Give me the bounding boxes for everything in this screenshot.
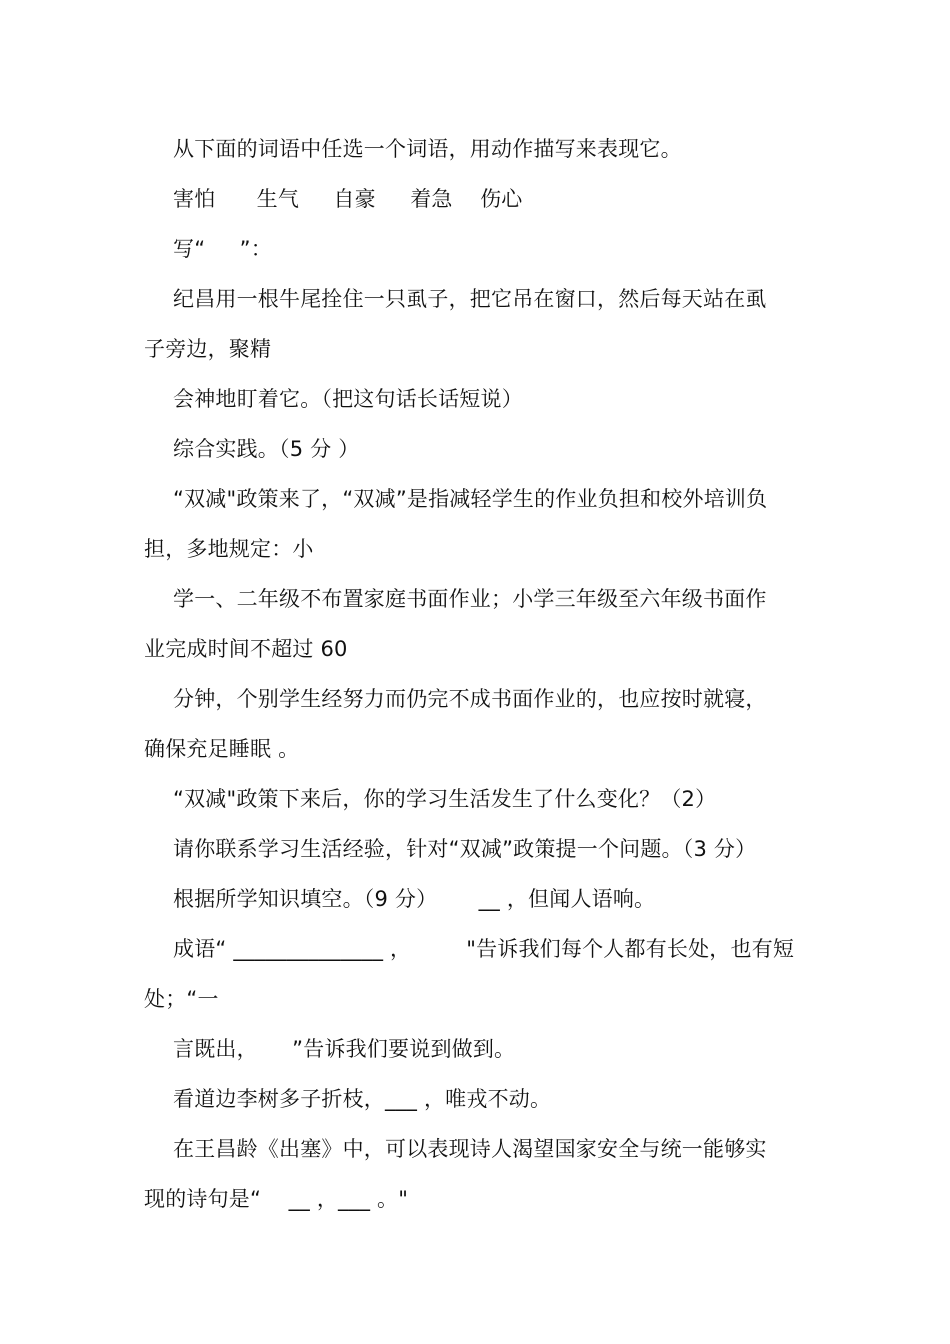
text-line-11: 业完成时间不超过 60: [144, 637, 348, 661]
text-line-5: 子旁边，聚精: [144, 337, 272, 361]
question-line-1: “双减"政策下来后，你的学习生活发生了什么变化？（2）: [173, 787, 717, 811]
text-line-1: 从下面的词语中任选一个词语，用动作描写来表现它。: [173, 137, 682, 161]
text-line-8: “双减"政策来了，“双减”是指减轻学生的作业负担和校外培训负: [173, 487, 768, 511]
text-line-12: 分钟，个别学生经努力而仍完不成书面作业的，也应按时就寝，: [173, 687, 767, 711]
section-heading-practice: 综合实践。（5 分 ）: [173, 437, 360, 461]
text-line-10: 学一、二年级不布置家庭书面作业；小学三年级至六年级书面作: [173, 587, 767, 611]
text-line-20: 看道边李树多子折枝，___ ，唯戎不动。: [173, 1087, 552, 1111]
word-options-line: 害怕 生气 自豪 着急 伤心: [173, 187, 523, 211]
text-line-18: 处；“一: [144, 987, 219, 1011]
question-line-2: 请你联系学习生活经验，针对“双减”政策提一个问题。（3 分）: [173, 837, 757, 861]
text-line-22: 现的诗句是“ __ ，___ 。": [144, 1187, 409, 1211]
text-line-3: 写“ ”：: [173, 237, 272, 261]
section-heading-fill-blank: 根据所学知识填空。（9 分） __ ，但闻人语响。: [173, 887, 656, 911]
text-line-4: 纪昌用一根牛尾拴住一只虱子，把它吊在窗口，然后每天站在虱: [173, 287, 767, 311]
text-line-13: 确保充足睡眠 。: [144, 737, 300, 761]
text-line-21: 在王昌龄《出塞》中，可以表现诗人渴望国家安全与统一能够实: [173, 1137, 767, 1161]
text-line-6: 会神地盯着它。（把这句话长话短说）: [173, 387, 523, 411]
text-line-19: 言既出， ”告诉我们要说到做到。: [173, 1037, 516, 1061]
text-line-9: 担，多地规定：小: [144, 537, 314, 561]
text-line-17: 成语“ ______________ ， "告诉我们每个人都有长处，也有短: [173, 937, 795, 961]
